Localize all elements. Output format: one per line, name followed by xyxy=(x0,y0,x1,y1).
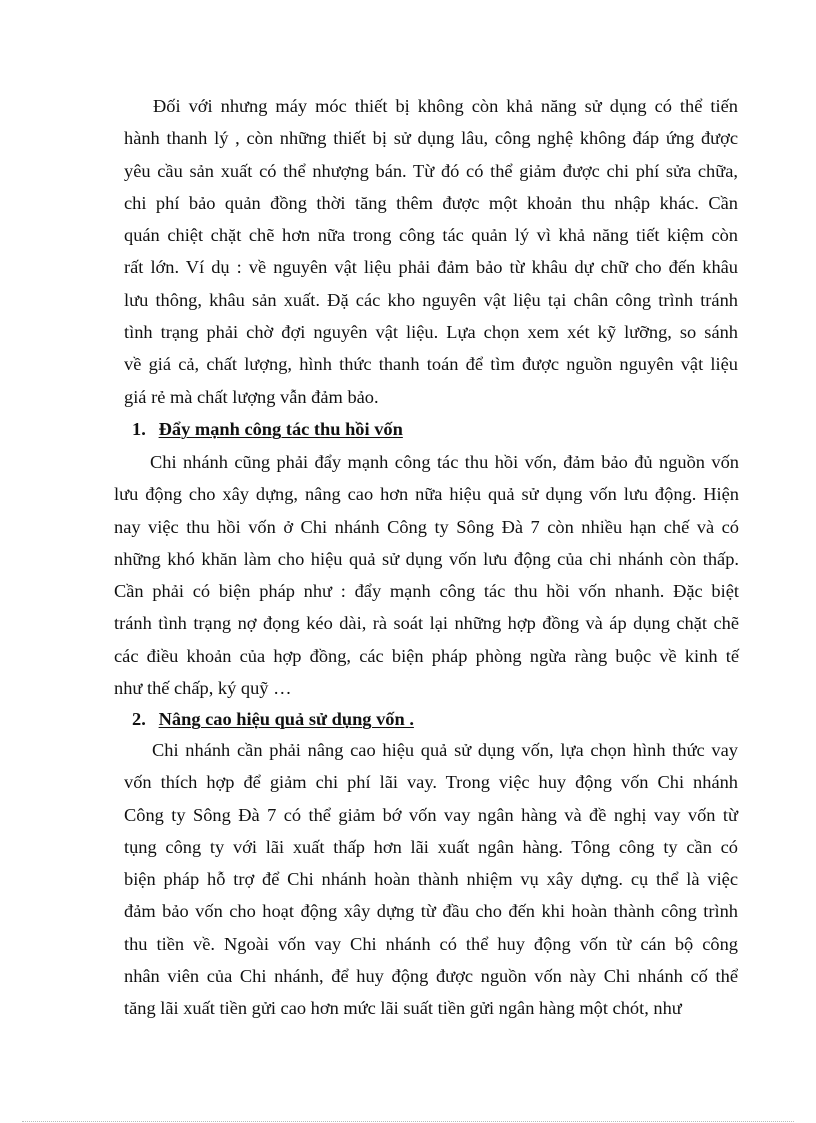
section-heading-capital-recovery xyxy=(132,416,403,442)
section-number: 1. xyxy=(132,419,146,439)
paragraph-line: như thế chấp, ký quỹ … xyxy=(114,678,292,699)
paragraph-line: lưu thông, khâu sản xuất. Đặ các kho nguyên vật liệu tại chân công trình tránh xyxy=(124,289,738,310)
paragraph-line: thu tiền về. Ngoài vốn vay Chi nhánh có thể huy động vốn từ cán bộ công xyxy=(124,933,738,954)
paragraph-line: nhân viên của Chi nhánh, để huy động được nguồn vốn này Chi nhánh cố thể xyxy=(124,966,738,987)
paragraph-line: tăng lãi xuất tiền gửi cao hơn mức lãi suất tiền gửi ngân hàng một chót, như xyxy=(124,998,682,1019)
paragraph-line: giá rẻ mà chất lượng vẫn đảm bảo. xyxy=(124,386,379,407)
paragraph-line: Đối với nhưng máy móc thiết bị không còn khả năng sử dụng có thể tiến xyxy=(153,96,738,116)
paragraph-line: tình trạng phải chờ đợi nguyên vật liệu. Lựa chọn xem xét kỹ lưỡng, so sánh xyxy=(124,322,738,343)
paragraph-line: tụng công ty với lãi xuất thấp hơn lãi xuất ngân hàng. Tông công ty cần có xyxy=(124,836,738,857)
paragraph-line: nay việc thu hồi vốn ở Chi nhánh Công ty Sông Đà 7 còn nhiều hạn chế và có xyxy=(114,516,739,537)
paragraph-capital-recovery xyxy=(114,446,739,704)
paragraph-line: hành thanh lý , còn những thiết bị sử dụng lâu, công nghệ không đáp ứng được xyxy=(124,128,738,149)
paragraph-line: chi phí bảo quản đồng thời tăng thêm được một khoản thu nhập khác. Cần xyxy=(124,192,738,213)
paragraph-line: yêu cầu sản xuất có thể nhượng bán. Từ đó có thể giảm được chi phí sửa chữa, xyxy=(124,160,738,181)
paragraph-line: quán chiệt chặt chẽ hơn nữa trong công tác quản lý vì khả năng tiết kiệm còn xyxy=(124,225,738,246)
paragraph-line: biện pháp hỗ trợ để Chi nhánh hoàn thành nhiệm vụ xây dựng. cụ thể là việc xyxy=(124,869,738,890)
paragraph-line: vốn thích hợp để giảm chi phí lãi vay. Trong việc huy động vốn Chi nhánh xyxy=(124,772,738,793)
section-heading-capital-efficiency xyxy=(132,706,414,732)
paragraph-line: về giá cả, chất lượng, hình thức thanh toán để tìm được nguồn nguyên vật liệu xyxy=(124,354,738,375)
paragraph-line: những khó khăn làm cho hiệu quả sử dụng vốn lưu động của chi nhánh còn thấp. xyxy=(114,548,739,569)
paragraph-line: Cần phải có biện pháp như : đẩy mạnh công tác thu hồi vốn nhanh. Đặc biệt xyxy=(114,581,739,602)
paragraph-line: các điều khoản của hợp đồng, các biện pháp phòng ngừa ràng buộc về kinh tế xyxy=(114,645,739,666)
paragraph-line: Chi nhánh cũng phải đẩy mạnh công tác thu hồi vốn, đảm bảo đủ nguồn vốn xyxy=(150,452,739,472)
page-bottom-divider xyxy=(22,1121,794,1122)
paragraph-capital-efficiency xyxy=(124,734,738,1025)
section-number: 2. xyxy=(132,709,146,729)
paragraph-line: Chi nhánh cần phải nâng cao hiệu quả sử dụng vốn, lựa chọn hình thức vay xyxy=(152,740,738,760)
paragraph-line: tránh tình trạng nợ đọng kéo dài, rà soát lại những hợp đồng và áp dụng chặt chẽ xyxy=(114,613,739,634)
section-title: Đẩy mạnh công tác thu hồi vốn xyxy=(158,419,403,439)
paragraph-line: đảm bảo vốn cho hoạt động xây dựng từ đầu cho đến khi hoàn thành công trình xyxy=(124,901,738,922)
paragraph-line: rất lớn. Ví dụ : về nguyên vật liệu phải đảm bảo từ khâu dự chữ cho đến khâu xyxy=(124,257,738,278)
paragraph-line: Công ty Sông Đà 7 có thể giảm bớ vốn vay ngân hàng và đề nghị vay vốn từ xyxy=(124,804,738,825)
paragraph-line: lưu động cho xây dựng, nâng cao hơn nữa hiệu quả sử dụng vốn lưu động. Hiện xyxy=(114,484,739,505)
section-title: Nâng cao hiệu quả sử dụng vốn . xyxy=(158,709,414,729)
paragraph-equipment-liquidation xyxy=(124,90,738,413)
